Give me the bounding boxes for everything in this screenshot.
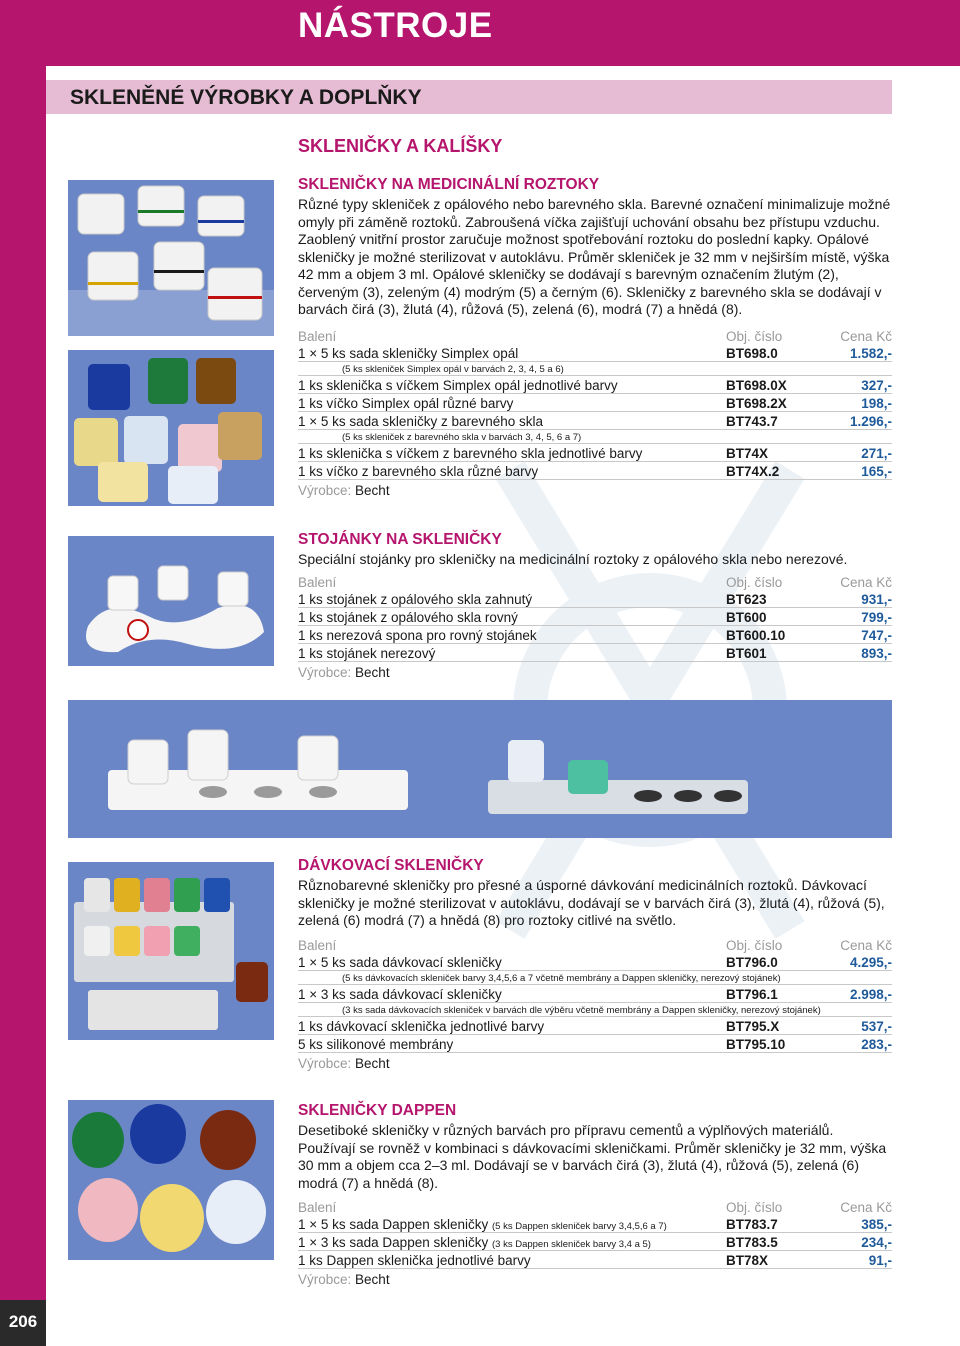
maker-line xyxy=(298,479,892,498)
item-price: 747,- xyxy=(822,625,892,643)
col-price: Cena Kč xyxy=(840,574,892,590)
item-price: 4.295,- xyxy=(822,953,892,971)
item-name-cell xyxy=(298,1233,726,1251)
price-table xyxy=(298,327,892,498)
product-title: SKLENIČKY DAPPEN xyxy=(298,1102,457,1119)
col-price: Cena Kč xyxy=(840,328,892,344)
col-packaging: Balení xyxy=(298,1200,337,1215)
col-price: Cena Kč xyxy=(840,937,892,953)
item-name: 1 ks nerezová spona pro rovný stojánek xyxy=(298,625,726,643)
item-name: 1 ks sklenička s víčkem Simplex opál jednotlivé barvy xyxy=(298,375,726,393)
item-price: 893,- xyxy=(822,643,892,661)
item-code: BT783.5 xyxy=(726,1233,822,1251)
subsection-title: SKLENIČKY A KALÍŠKY xyxy=(298,136,503,156)
item-code: BT623 xyxy=(726,590,822,608)
maker-name: Becht xyxy=(355,1272,390,1287)
price-table xyxy=(298,936,892,1071)
product-title: SKLENIČKY NA MEDICINÁLNÍ ROZTOKY xyxy=(298,176,600,193)
item-price: 327,- xyxy=(822,375,892,393)
item-price: 931,- xyxy=(822,590,892,608)
item-code: BT743.7 xyxy=(726,411,822,429)
maker-label: Výrobce: xyxy=(298,1272,352,1287)
item-name: 1 ks stojánek z opálového skla rovný xyxy=(298,607,726,625)
item-name: 1 × 5 ks sada skleničky Simplex opál xyxy=(298,344,726,362)
header-band xyxy=(46,0,960,66)
item-price: 537,- xyxy=(822,1016,892,1034)
item-code: BT698.0X xyxy=(726,375,822,393)
item-name: 1 × 3 ks sada Dappen skleničky xyxy=(298,1235,489,1250)
col-packaging: Balení xyxy=(298,937,337,953)
product-description: Desetiboké skleničky v různých barvách pro přípravu cementů a výplňových materiálů. Používají se rovněž v kombinaci s dávkovacími skleničkami. Průměr skleničky je 32 mm, výška 30 mm a objem cca 2–3 ml. Dodávají se v barvách čirá (3), žlutá (4), růžová (5), zelená (6) modrá (7) a hnědá (8). xyxy=(298,1122,887,1191)
item-code: BT600.10 xyxy=(726,625,822,643)
item-name-cell xyxy=(298,1215,726,1233)
item-price: 1.582,- xyxy=(822,344,892,362)
photo-straight-stands xyxy=(68,700,892,838)
item-inline-note: (3 ks Dappen skleniček barvy 3,4 a 5) xyxy=(492,1239,651,1250)
item-name: 1 ks sklenička s víčkem z barevného skla jednotlivé barvy xyxy=(298,443,726,461)
price-table xyxy=(298,1198,892,1287)
item-code: BT698.0 xyxy=(726,344,822,362)
product-dosing-jars xyxy=(298,857,892,1071)
item-note: (5 ks skleniček z barevného skla v barvách 3, 4, 5, 6 a 7) xyxy=(298,429,892,443)
item-name: 1 ks dávkovací sklenička jednotlivé barvy xyxy=(298,1016,726,1034)
col-order-no: Obj. číslo xyxy=(726,328,783,344)
item-code: BT78X xyxy=(726,1251,822,1269)
item-note: (3 ks sada dávkovacích skleniček v barvách dle výběru včetně membrány a Dappen skleničky, nerezový stojánek) xyxy=(298,1002,892,1016)
product-stands xyxy=(298,531,892,680)
maker-line xyxy=(298,1052,892,1071)
item-price: 283,- xyxy=(822,1034,892,1052)
item-name: 1 ks stojánek nerezový xyxy=(298,643,726,661)
photo-curved-opal-stand xyxy=(68,536,274,666)
item-name: 1 ks víčko z barevného skla různé barvy xyxy=(298,461,726,479)
col-packaging: Balení xyxy=(298,574,337,590)
item-code: BT601 xyxy=(726,643,822,661)
item-name: 1 × 5 ks sada skleničky z barevného skla xyxy=(298,411,726,429)
item-price: 271,- xyxy=(822,443,892,461)
item-code: BT795.10 xyxy=(726,1034,822,1052)
col-order-no: Obj. číslo xyxy=(726,1200,783,1215)
col-order-no: Obj. číslo xyxy=(726,574,783,590)
item-name: 1 × 3 ks sada dávkovací skleničky xyxy=(298,984,726,1002)
item-name: 1 × 5 ks sada Dappen skleničky xyxy=(298,1217,489,1232)
col-price: Cena Kč xyxy=(840,1200,892,1215)
page-header-title: NÁSTROJE xyxy=(298,6,493,45)
maker-label: Výrobce: xyxy=(298,482,352,498)
item-name: 1 ks stojánek z opálového skla zahnutý xyxy=(298,590,726,608)
price-table xyxy=(298,573,892,680)
page-number: 206 xyxy=(0,1300,46,1346)
product-dappen-jars xyxy=(298,1102,892,1287)
photo-dappen-jars xyxy=(68,1100,274,1260)
item-code: BT796.0 xyxy=(726,953,822,971)
item-code: BT74X xyxy=(726,443,822,461)
item-code: BT74X.2 xyxy=(726,461,822,479)
item-code: BT783.7 xyxy=(726,1215,822,1233)
photo-simplex-opal-jars xyxy=(68,180,274,336)
photo-dosing-jars xyxy=(68,862,274,1040)
maker-label: Výrobce: xyxy=(298,1055,352,1071)
col-packaging: Balení xyxy=(298,328,337,344)
item-note: (5 ks skleniček Simplex opál v barvách 2, 3, 4, 5 a 6) xyxy=(298,361,892,375)
item-inline-note: (5 ks Dappen skleniček barvy 3,4,5,6 a 7) xyxy=(492,1221,667,1232)
item-price: 799,- xyxy=(822,607,892,625)
product-title: DÁVKOVACÍ SKLENIČKY xyxy=(298,857,484,874)
section-title: SKLENĚNÉ VÝROBKY A DOPLŇKY xyxy=(70,86,422,109)
product-simplex-jars xyxy=(298,176,892,498)
photo-colored-glass-jars xyxy=(68,350,274,506)
item-price: 2.998,- xyxy=(822,984,892,1002)
item-price: 91,- xyxy=(822,1251,892,1269)
maker-line xyxy=(298,1269,892,1288)
item-price: 234,- xyxy=(822,1233,892,1251)
maker-name: Becht xyxy=(355,1055,390,1071)
product-description: Speciální stojánky pro skleničky na medicinální roztoky z opálového skla nebo nerezové. xyxy=(298,551,848,567)
item-price: 1.296,- xyxy=(822,411,892,429)
item-code: BT698.2X xyxy=(726,393,822,411)
maker-label: Výrobce: xyxy=(298,664,352,680)
item-name: 1 × 5 ks sada dávkovací skleničky xyxy=(298,953,726,971)
item-note: (5 ks dávkovacích skleniček barvy 3,4,5,6 a 7 včetně membrány a Dappen skleničky, nerezový stojánek) xyxy=(298,970,892,984)
product-description: Různobarevné skleničky pro přesné a úsporné dávkování medicinálních roztoků. Dávkovací skleničky je možné sterilizovat v autoklávu, dodávají se v barvách čirá (3), žlutá (4), růžová (5), zelená (6) modrá (7) a hnědá (8) pro roztoky citlivé na světlo. xyxy=(298,877,885,928)
product-title: STOJÁNKY NA SKLENIČKY xyxy=(298,531,502,548)
item-price: 385,- xyxy=(822,1215,892,1233)
maker-line xyxy=(298,661,892,680)
item-code: BT796.1 xyxy=(726,984,822,1002)
maker-name: Becht xyxy=(355,664,390,680)
item-name: 1 ks víčko Simplex opál různé barvy xyxy=(298,393,726,411)
product-description: Různé typy skleniček z opálového nebo barevného skla. Barevné označení minimalizuje možné omyly při záměně roztoků. Zabroušená víčka zajišťují uchování obsahu bez přístupu vzduchu. Zaoblený vnitřní prostor zaručuje možnost spotřebování roztoku do poslední kapky. Opálové skleničky je možné sterilizovat v autoklávu. Průměr skleniček je 32 mm v nejširším místě, výška 42 mm a objem 3 ml. Opálové skleničky se dodávají s barevným označením žlutým (2), červeným (3), zeleným (4) modrým (5) a černým (6). Skleničky z barevného skla se dodávají v barvách čirá (3), žlutá (4), růžová (5), zelená (6), modrá (7) a hnědá (8). xyxy=(298,196,891,317)
item-price: 165,- xyxy=(822,461,892,479)
item-code: BT795.X xyxy=(726,1016,822,1034)
col-order-no: Obj. číslo xyxy=(726,937,783,953)
item-name: 1 ks Dappen sklenička jednotlivé barvy xyxy=(298,1251,726,1269)
sidebar-stripe xyxy=(0,0,46,1346)
item-name: 5 ks silikonové membrány xyxy=(298,1034,726,1052)
item-price: 198,- xyxy=(822,393,892,411)
item-code: BT600 xyxy=(726,607,822,625)
maker-name: Becht xyxy=(355,482,390,498)
